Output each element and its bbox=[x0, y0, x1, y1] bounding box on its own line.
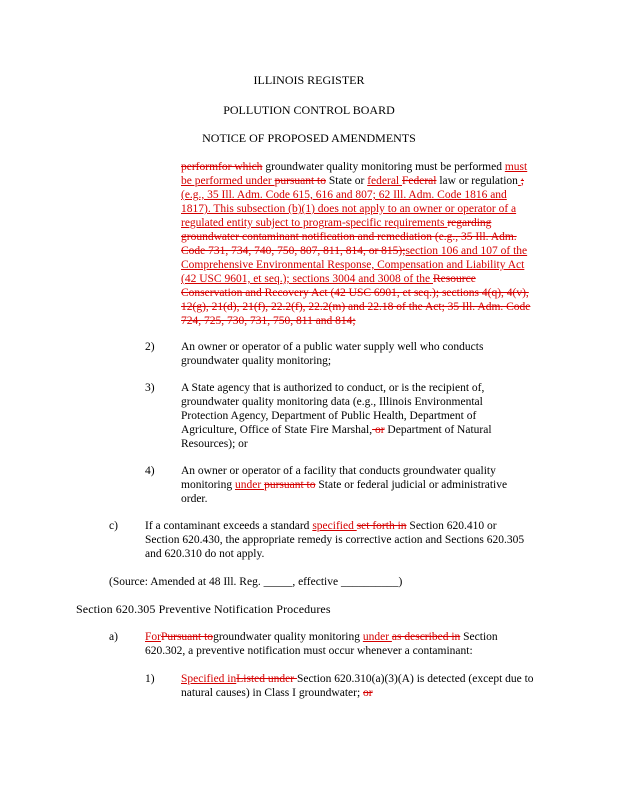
inserted-text: (e.g., 35 Ill. Adm. Code 615, 616 and 807; 62 Ill. Adm. Code 1816 and 1817). This subsection (b)(1) does not apply to an owner or operator of a regulated entity subject to program-specific requirements bbox=[181, 189, 517, 229]
deleted-text: Federal bbox=[402, 175, 437, 187]
deleted-text: performfor which bbox=[181, 161, 263, 173]
deleted-text: Resource Conservation and Recovery Act (42 USC 6901, et seq.); sections 4(q), 4(v), 12(g), 21(d), 21(f), 22.2(f), 22.2(m) and 22.18 of the Act; 35 Ill. Adm. Code 724, 725, 730, 731, 750, 811 and 814; bbox=[181, 273, 531, 327]
section-heading: Section 620.305 Preventive Notification Procedures bbox=[76, 602, 331, 616]
body-text: A State agency that is authorized to conduct, or is the recipient of, groundwater quality monitoring data (e.g., Illinois Environmental Protection Agency, Department of Public Health, Department of Agriculture, Office of State Fire Marshal, bbox=[181, 382, 485, 436]
inserted-text: must be performed bbox=[181, 161, 528, 187]
paragraph-a-text bbox=[145, 630, 530, 658]
deleted-text: in bbox=[397, 520, 407, 532]
body-text: groundwater quality monitoring must be performed bbox=[262, 161, 505, 173]
deleted-text: or bbox=[372, 424, 385, 436]
paragraph-c-number: c) bbox=[109, 520, 118, 532]
body-text: State or bbox=[326, 175, 368, 187]
inserted-text: For bbox=[145, 631, 161, 643]
deleted-text: pursuant to bbox=[274, 175, 326, 187]
deleted-text: Listed under bbox=[236, 673, 297, 685]
deleted-text: as described in bbox=[391, 631, 461, 643]
inserted-text: specified bbox=[312, 520, 357, 532]
item-4-number: 4) bbox=[145, 465, 155, 477]
body-text: law or regulation bbox=[436, 175, 518, 187]
item-4-text bbox=[181, 464, 526, 506]
item-2-number: 2) bbox=[145, 341, 155, 353]
inserted-text: under bbox=[245, 175, 275, 187]
inserted-text: under bbox=[362, 631, 392, 643]
deleted-text: Pursuant to bbox=[160, 631, 214, 643]
paragraph-c-text bbox=[145, 519, 525, 561]
body-text: If a contaminant exceeds a standard bbox=[145, 520, 313, 532]
body-text: Section 620.310(a)(3)(A) is detected (except due to natural causes) in Class I groundwater; bbox=[181, 673, 534, 699]
paragraph-a-number: a) bbox=[109, 631, 118, 643]
deleted-text: regarding groundwater contaminant notification and remediation (e.g., 35 Ill. Adm. Code 731, 734, 740, 750, 807, 811, 814, or 815); bbox=[181, 217, 517, 257]
item-3-text bbox=[181, 381, 526, 451]
source-note: (Source: Amended at 48 Ill. Reg. _____, effective __________) bbox=[109, 576, 403, 588]
deleted-text: or bbox=[363, 687, 373, 699]
register-title: ILLINOIS REGISTER bbox=[253, 73, 365, 87]
inserted-text: under bbox=[235, 479, 265, 491]
inserted-text: federal bbox=[367, 175, 402, 187]
inserted-text: section 106 and 107 of the Comprehensive Environmental Response, Compensation and Liability Act (42 USC 9601, et seq.); sections 3004 and 3008 of the bbox=[181, 245, 528, 285]
paragraph-a1-number: 1) bbox=[145, 673, 155, 685]
inserted-text: Specified in bbox=[181, 673, 237, 685]
deleted-text: set forth bbox=[356, 520, 398, 532]
deleted-text: pursuant to bbox=[264, 479, 316, 491]
item-2-text: An owner or operator of a public water supply well who conducts groundwater quality monitoring; bbox=[181, 341, 484, 367]
paragraph-b1-continuation bbox=[181, 160, 535, 328]
item-3-number: 3) bbox=[145, 382, 155, 394]
deleted-text: ; bbox=[520, 175, 524, 187]
body-text: An owner or operator of a facility that conducts groundwater quality monitoring bbox=[181, 465, 496, 491]
board-title: POLLUTION CONTROL BOARD bbox=[223, 103, 395, 117]
body-text: groundwater quality monitoring bbox=[213, 631, 363, 643]
body-text: Department of Natural Resources); or bbox=[181, 424, 492, 450]
body-text: Section 620.302, a preventive notification must occur whenever a contaminant: bbox=[145, 631, 498, 657]
body-text: State or federal judicial or administrative order. bbox=[181, 479, 508, 505]
notice-title: NOTICE OF PROPOSED AMENDMENTS bbox=[202, 131, 416, 145]
paragraph-a1-text bbox=[181, 672, 541, 700]
body-text: Section 620.410 or Section 620.430, the appropriate remedy is corrective action and Sections 620.305 and 620.310 do not apply. bbox=[145, 520, 525, 560]
